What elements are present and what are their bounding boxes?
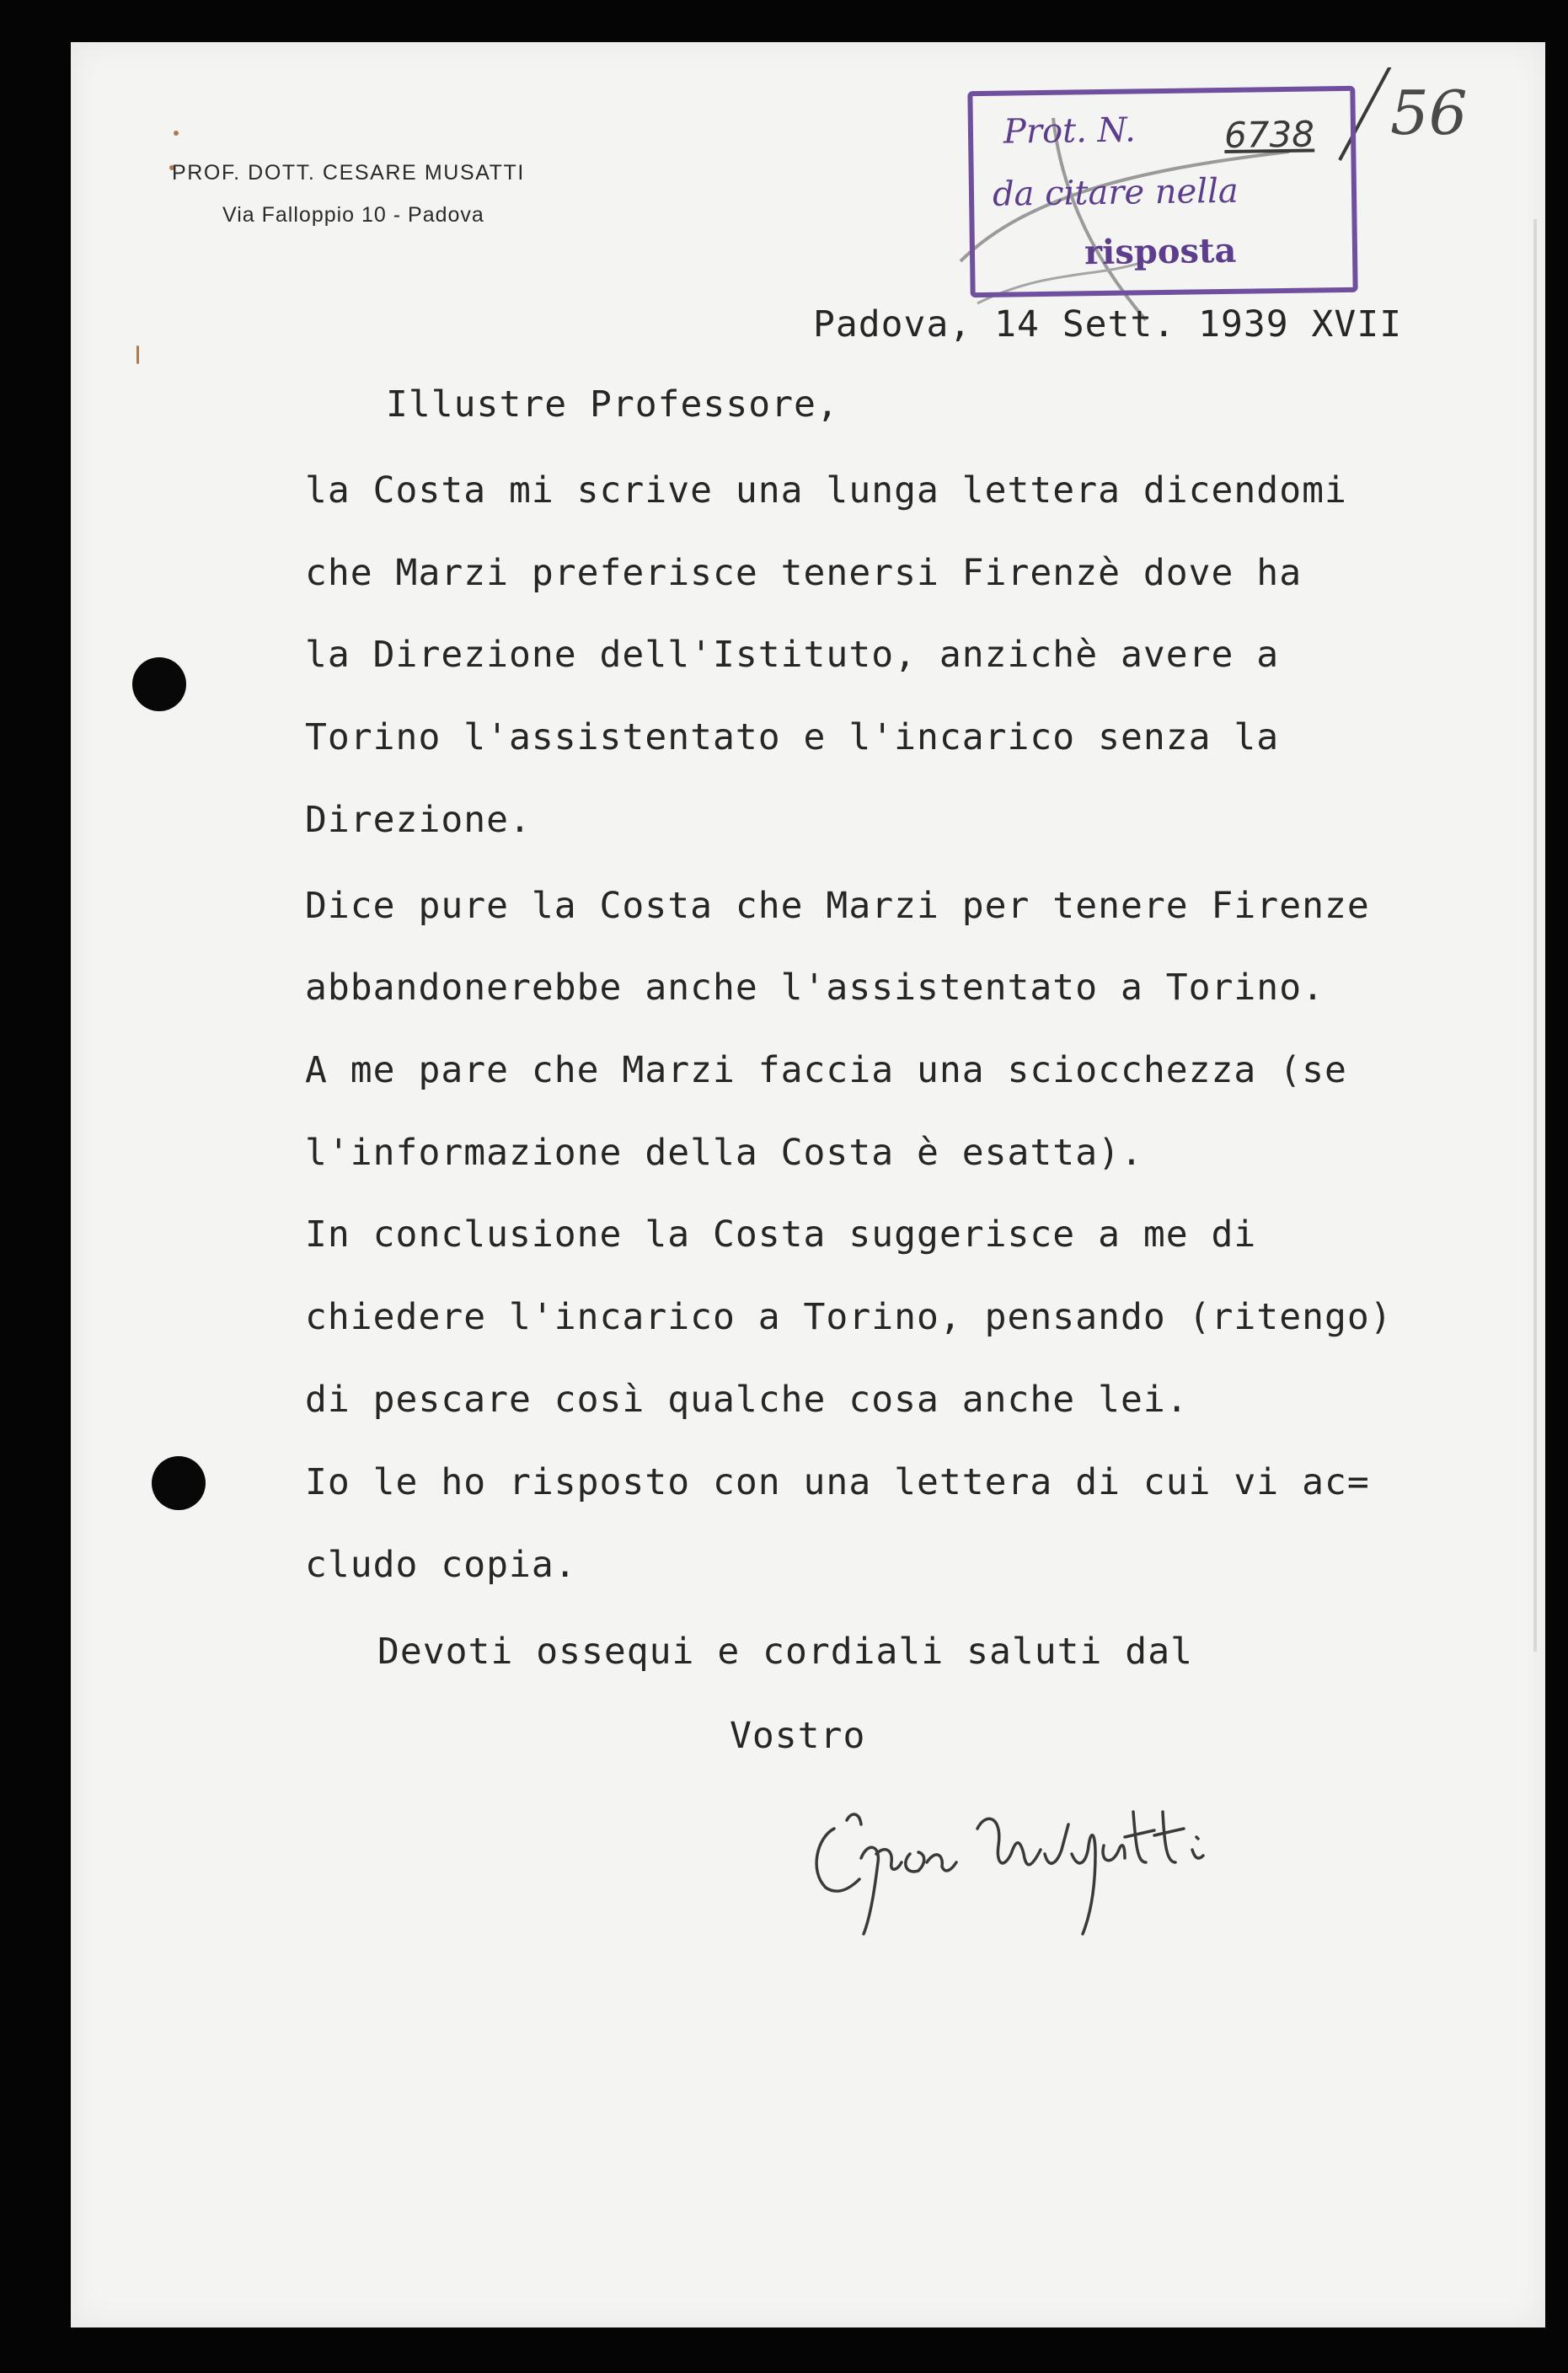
stamp-line-2: da citare nella — [992, 171, 1239, 214]
body-line: cludo copia. — [305, 1544, 577, 1586]
body-line: Dice pure la Costa che Marzi per tenere Firenze — [305, 885, 1370, 927]
letterhead-name: PROF. DOTT. CESARE MUSATTI — [172, 161, 525, 185]
body-line: Torino l'assistentato e l'incarico senza la — [305, 716, 1280, 758]
punch-hole-bottom — [152, 1456, 206, 1510]
folio-number: 56 — [1390, 78, 1468, 148]
ink-speck — [174, 131, 179, 136]
body-line: l'informazione della Costa è esatta). — [305, 1132, 1143, 1174]
handwritten-signature — [800, 1778, 1323, 1947]
letterhead-address: Via Falloppio 10 - Padova — [222, 203, 484, 227]
ink-speck — [136, 346, 139, 364]
body-line: di pescare così qualche cosa anche lei. — [305, 1379, 1189, 1421]
stamp-line-1: Prot. N. — [1003, 110, 1137, 152]
closing-vostro: Vostro — [730, 1715, 866, 1757]
body-line: la Direzione dell'Istituto, anzichè avere a — [305, 634, 1280, 676]
body-line: Io le ho risposto con una lettera di cui vi ac= — [305, 1461, 1370, 1503]
body-line: abbandonerebbe anche l'assistentato a Torino. — [305, 967, 1325, 1009]
closing-line: Devoti ossequi e cordiali saluti dal — [377, 1631, 1193, 1673]
body-line: In conclusione la Costa suggerisce a me di — [305, 1213, 1257, 1256]
letter-date: Padova, 14 Sett. 1939 XVII — [813, 303, 1403, 346]
punch-hole-top — [132, 657, 186, 711]
paper-edge-crease — [1533, 219, 1537, 1652]
body-line: che Marzi preferisce tenersi Firenzè dove ha — [305, 552, 1303, 594]
body-line: chiedere l'incarico a Torino, pensando (ritengo) — [305, 1296, 1393, 1338]
protocol-stamp — [967, 86, 1357, 297]
body-line: la Costa mi scrive una lunga lettera dicendomi — [305, 469, 1347, 512]
stamp-line-3: risposta — [1084, 230, 1237, 273]
stamp-protocol-number: 6738 — [1223, 113, 1315, 156]
body-line: A me pare che Marzi faccia una sciocchezza (se — [305, 1049, 1347, 1091]
body-line: Direzione. — [305, 799, 532, 841]
letter-salutation: Illustre Professore, — [386, 383, 839, 426]
